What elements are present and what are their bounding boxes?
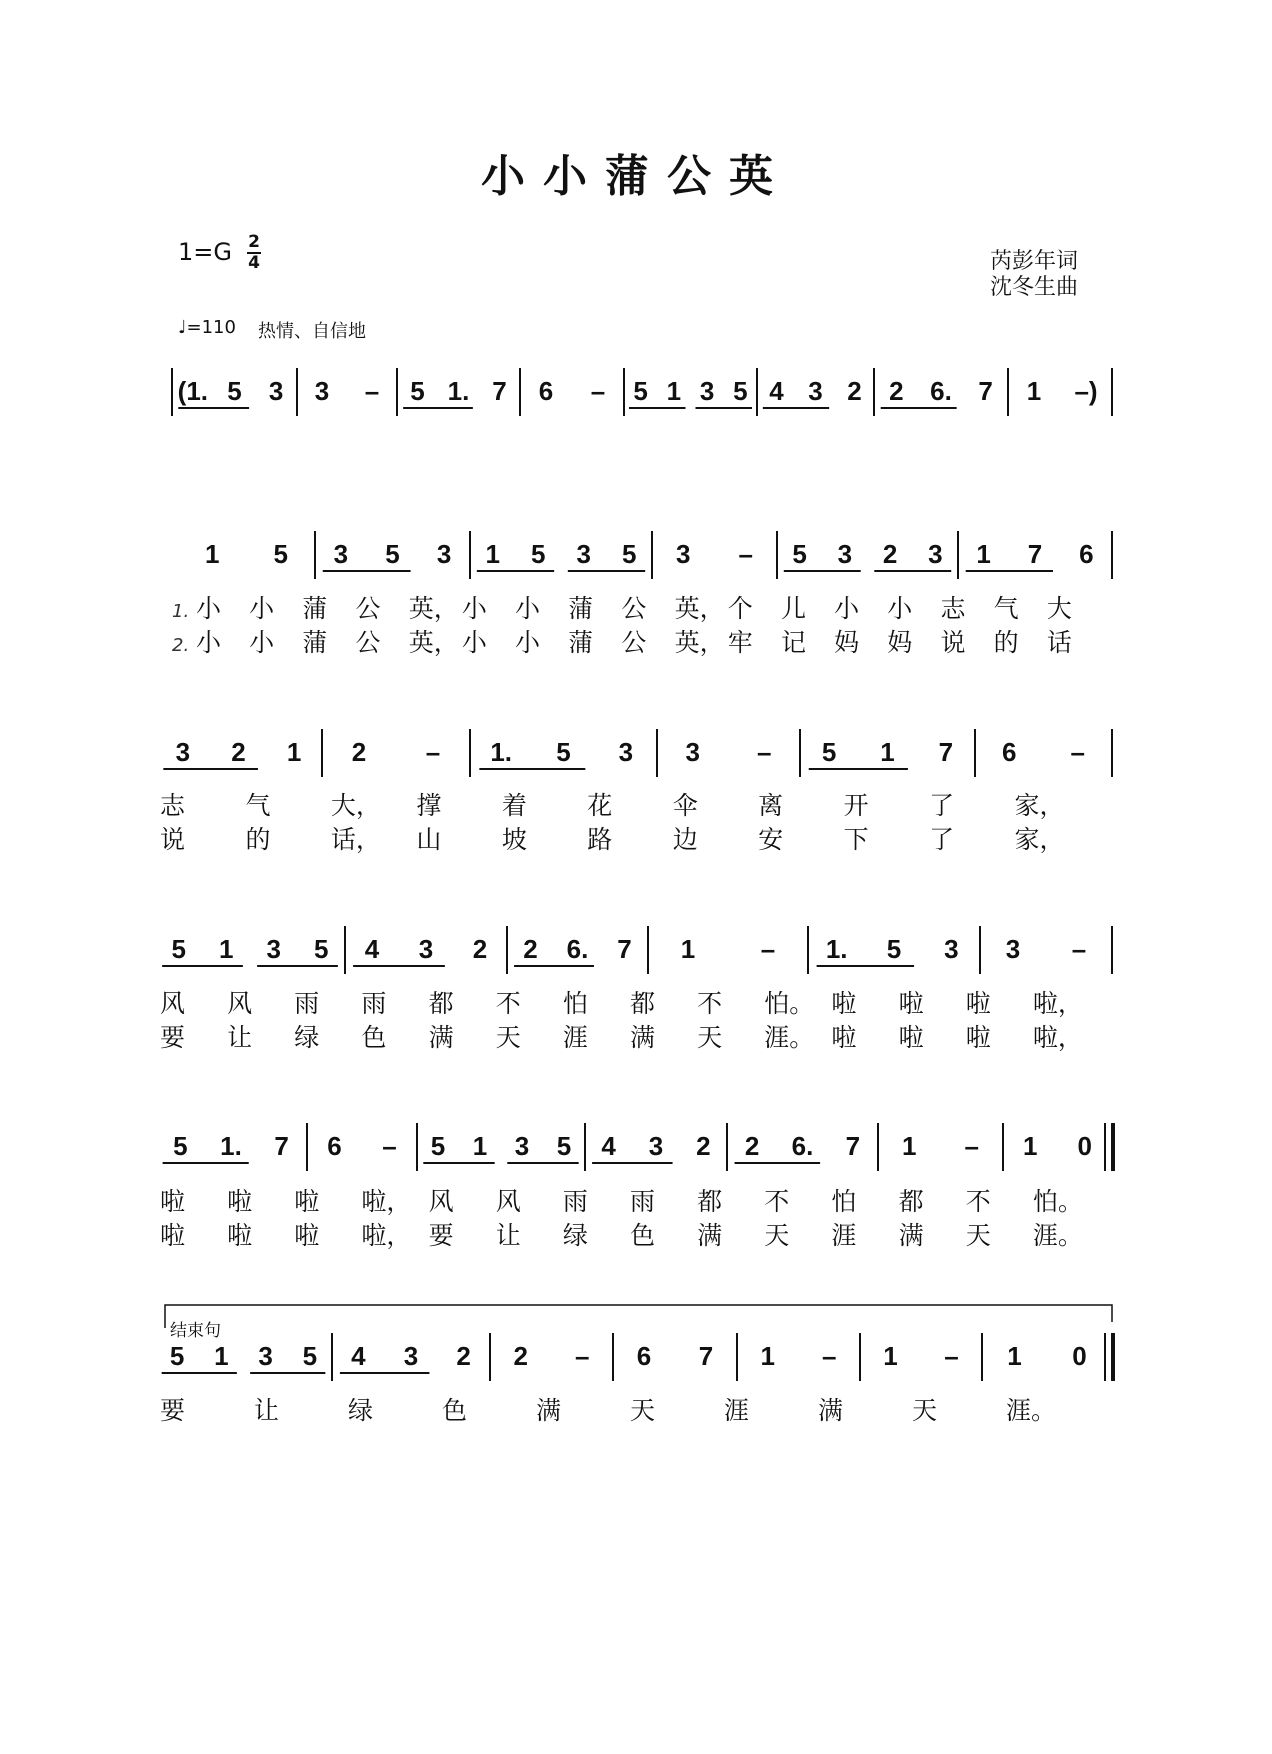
lyric-char: 怕。 [764, 989, 815, 1018]
lyric-char: 话， [330, 825, 381, 854]
lyric-char: 坡 [501, 825, 527, 854]
lyric-char: 绿 [348, 1396, 374, 1425]
note: 3 [266, 934, 281, 964]
lyric-char: 英， [674, 628, 725, 657]
note: 7 [492, 376, 507, 406]
lyric-char: 啦 [227, 1221, 253, 1250]
lyric-char: 的 [993, 628, 1019, 657]
note: 4 [351, 1341, 366, 1371]
note: 7 [617, 934, 632, 964]
lyric-char: 涯 [831, 1221, 857, 1250]
lyric-char: 不 [965, 1187, 991, 1216]
note: 3 [1005, 934, 1021, 964]
note: 5 [227, 376, 242, 406]
lyric-char: 志 [940, 594, 966, 623]
note: (1. [177, 376, 209, 406]
note: 1 [880, 737, 895, 767]
lyric-char: 雨 [361, 989, 387, 1018]
lyric-char: 满 [536, 1396, 562, 1425]
lyric-char: 记 [780, 628, 806, 657]
lyric-char: 天 [495, 1023, 521, 1052]
lyric-char: 小 [887, 594, 913, 623]
lyric-char: 啦， [361, 1221, 412, 1250]
lyric-char: 满 [428, 1023, 454, 1052]
note: – [1071, 934, 1087, 964]
lyric-char: 路 [587, 825, 613, 854]
note: 4 [601, 1131, 616, 1161]
lyric-char: 个 [727, 594, 753, 623]
note: 1 [1026, 376, 1042, 406]
note: 1 [760, 1341, 775, 1371]
note: 1 [205, 539, 220, 569]
lyric-char: 公 [355, 628, 381, 657]
lyric-char: 小 [515, 594, 541, 623]
lyric-char: 了 [929, 791, 955, 820]
note: 2 [889, 376, 904, 406]
lyric-char: 啦 [898, 989, 924, 1018]
lyric-char: 小 [196, 628, 222, 657]
lyric-char: 都 [898, 1187, 924, 1216]
note: 7 [274, 1131, 289, 1161]
lyric-char: 英， [674, 594, 725, 623]
coda-bracket [165, 1305, 1112, 1328]
note: 2 [513, 1341, 528, 1371]
lyric-char: 啦 [160, 1187, 186, 1216]
tempo-marking: ♩=110 [178, 317, 236, 338]
note: 1. [220, 1131, 242, 1161]
note: 3 [699, 376, 715, 406]
lyricist-credit: 芮彭年词 [990, 249, 1079, 274]
time-signature-bottom: 4 [248, 253, 260, 273]
note: 5 [171, 934, 186, 964]
note: 2 [696, 1131, 711, 1161]
lyric-char: 下 [843, 825, 869, 854]
lyric-char: 牢 [727, 628, 753, 657]
note: 4 [364, 934, 380, 964]
note: 1. [490, 737, 513, 767]
lyric-char: 公 [621, 594, 647, 623]
note: 5 [410, 376, 425, 406]
lyric-char: 让 [227, 1023, 253, 1052]
note: 2 [456, 1341, 471, 1371]
note: – [382, 1131, 397, 1161]
lyric-char: 公 [621, 628, 647, 657]
lyric-char: 涯。 [1032, 1221, 1083, 1250]
lyric-char: 啦 [898, 1023, 924, 1052]
note: 5 [531, 539, 546, 569]
lyric-char: 都 [630, 989, 656, 1018]
lyric-char: 开 [843, 791, 869, 820]
lyric-char: 啦 [965, 989, 991, 1018]
note: 7 [978, 376, 993, 406]
note: 2 [472, 934, 488, 964]
note: 3 [333, 539, 349, 569]
lyric-char: 说 [160, 825, 186, 854]
lyric-char: 都 [697, 1187, 723, 1216]
lyric-char: 要 [160, 1023, 186, 1052]
note: 6 [538, 376, 554, 406]
note: 1. [825, 934, 848, 964]
note: 1 [666, 376, 682, 406]
note: 2 [231, 737, 246, 767]
lyric-char: 大 [1046, 594, 1072, 623]
note: 1 [976, 539, 991, 569]
lyric-char: 蒲 [302, 628, 328, 657]
note: 3 [314, 376, 330, 406]
lyric-char: 了 [929, 825, 955, 854]
lyric-char: 儿 [780, 594, 806, 623]
key-signature: 1=G [178, 238, 232, 266]
lyric-char: 安 [758, 825, 784, 854]
lyric-char: 天 [764, 1221, 790, 1250]
lyric-char: 小 [461, 628, 487, 657]
note: 5 [169, 1341, 185, 1371]
lyric-char: 绿 [294, 1023, 320, 1052]
lyric-char: 啦 [160, 1221, 186, 1250]
lyric-char: 离 [758, 791, 784, 820]
note: 5 [302, 1341, 318, 1371]
lyric-char: 蒲 [568, 628, 594, 657]
lyric-char: 天 [965, 1221, 991, 1250]
lyric-char: 天 [912, 1396, 938, 1425]
note: 5 [633, 376, 648, 406]
note: 1 [902, 1131, 917, 1161]
lyric-char: 小 [249, 594, 275, 623]
note: 5 [314, 934, 329, 964]
lyric-char: 涯 [562, 1023, 588, 1052]
lyric-char: 啦 [831, 1023, 857, 1052]
note: 6 [1002, 737, 1017, 767]
note: 3 [676, 539, 691, 569]
note: 3 [258, 1341, 273, 1371]
note: – [822, 1341, 837, 1371]
note: 7 [938, 737, 954, 767]
note: – [964, 1131, 979, 1161]
time-signature-top: 2 [248, 232, 260, 252]
note: 5 [430, 1131, 446, 1161]
note: 3 [576, 539, 591, 569]
lyric-char: 天 [630, 1396, 656, 1425]
note: 7 [698, 1341, 714, 1371]
note: – [757, 737, 772, 767]
lyric-char: 怕 [562, 989, 588, 1018]
note: 3 [648, 1131, 664, 1161]
verse-number: 2. [172, 635, 190, 656]
lyric-char: 气 [245, 791, 271, 820]
note: 0 [1072, 1341, 1087, 1371]
note: 6. [930, 376, 952, 406]
note: 3 [618, 737, 634, 767]
lyric-char: 让 [495, 1221, 521, 1250]
lyric-char: 山 [416, 825, 442, 854]
lyric-char: 话 [1046, 628, 1072, 657]
lyric-char: 啦 [294, 1187, 320, 1216]
note: 5 [556, 737, 571, 767]
note: 3 [837, 539, 853, 569]
lyric-char: 要 [428, 1221, 454, 1250]
lyric-char: 涯。 [764, 1023, 815, 1052]
lyric-char: 啦 [227, 1187, 253, 1216]
note: 1 [485, 539, 500, 569]
note: – [1070, 737, 1085, 767]
lyric-char: 满 [630, 1023, 656, 1052]
note: – [590, 376, 606, 406]
note: 1 [1023, 1131, 1038, 1161]
note: 3 [175, 737, 191, 767]
lyric-char: 怕。 [1032, 1187, 1083, 1216]
note: 7 [1027, 539, 1043, 569]
lyric-char: 家， [1014, 791, 1065, 820]
note: 5 [556, 1131, 572, 1161]
note: 6. [791, 1131, 814, 1161]
lyric-char: 啦 [831, 989, 857, 1018]
lyric-char: 满 [697, 1221, 723, 1250]
lyric-char: 啦， [1032, 1023, 1083, 1052]
note: 5 [792, 539, 807, 569]
note: 1. [447, 376, 470, 406]
lyric-char: 绿 [562, 1221, 588, 1250]
note: 1 [214, 1341, 229, 1371]
lyric-char: 都 [428, 989, 454, 1018]
lyric-char: 大， [330, 791, 381, 820]
note: 5 [886, 934, 902, 964]
verse-number: 1. [172, 601, 190, 622]
note: – [944, 1341, 959, 1371]
note: 3 [268, 376, 284, 406]
note: – [575, 1341, 590, 1371]
note: 4 [769, 376, 784, 406]
note: 2 [744, 1131, 760, 1161]
lyric-char: 满 [898, 1221, 924, 1250]
lyric-char: 小 [834, 594, 860, 623]
lyric-char: 妈 [834, 628, 860, 657]
lyric-char: 不 [764, 1187, 790, 1216]
lyric-char: 啦， [361, 1187, 412, 1216]
lyric-char: 不 [697, 989, 723, 1018]
note: 5 [622, 539, 637, 569]
lyric-char: 风 [428, 1187, 454, 1216]
lyric-char: 志 [160, 791, 186, 820]
lyric-char: 小 [461, 594, 487, 623]
lyric-char: 小 [515, 628, 541, 657]
lyric-char: 啦， [1032, 989, 1083, 1018]
lyric-char: 蒲 [302, 594, 328, 623]
lyric-char: 色 [630, 1221, 656, 1250]
lyric-char: 妈 [887, 628, 913, 657]
lyric-char: 风 [160, 989, 186, 1018]
note: 3 [808, 376, 823, 406]
lyric-char: 花 [587, 791, 613, 820]
lyric-char: 伞 [672, 791, 698, 820]
note: 1 [286, 737, 302, 767]
lyric-char: 雨 [562, 1187, 588, 1216]
note: 1 [883, 1341, 898, 1371]
note: –) [1074, 376, 1098, 406]
lyric-char: 色 [361, 1023, 387, 1052]
lyric-char: 着 [501, 791, 527, 820]
lyric-char: 边 [672, 825, 698, 854]
note: – [760, 934, 776, 964]
lyric-char: 天 [697, 1023, 723, 1052]
lyric-char: 的 [245, 825, 271, 854]
note: 3 [514, 1131, 530, 1161]
note: 5 [821, 737, 837, 767]
lyric-char: 英， [408, 628, 459, 657]
note: 1 [219, 934, 234, 964]
lyric-char: 啦 [965, 1023, 991, 1052]
note: – [364, 376, 380, 406]
lyric-char: 涯 [724, 1396, 750, 1425]
note: 0 [1077, 1131, 1092, 1161]
lyric-char: 气 [993, 594, 1019, 623]
lyric-char: 英， [408, 594, 459, 623]
lyric-char: 小 [196, 594, 222, 623]
lyric-char: 涯。 [1006, 1396, 1057, 1425]
lyric-char: 蒲 [568, 594, 594, 623]
lyric-char: 雨 [630, 1187, 656, 1216]
note: – [738, 539, 753, 569]
song-title: 小小蒲公英 [481, 151, 791, 202]
note: 6. [566, 934, 589, 964]
lyric-char: 让 [254, 1396, 280, 1425]
note: 1 [1007, 1341, 1022, 1371]
note: 2 [523, 934, 538, 964]
note: 2 [351, 737, 367, 767]
note: 1 [472, 1131, 488, 1161]
lyric-char: 要 [160, 1396, 186, 1425]
note: 6 [1079, 539, 1094, 569]
coda-label: 结束句 [170, 1321, 221, 1341]
note: 3 [685, 737, 700, 767]
lyric-char: 公 [355, 594, 381, 623]
lyric-char: 色 [442, 1396, 468, 1425]
lyric-char: 满 [818, 1396, 844, 1425]
lyric-char: 怕 [831, 1187, 857, 1216]
lyric-char: 家， [1014, 825, 1065, 854]
lyric-char: 小 [249, 628, 275, 657]
note: 6 [636, 1341, 652, 1371]
note: 3 [403, 1341, 419, 1371]
note: 5 [273, 539, 288, 569]
note: 5 [385, 539, 400, 569]
note: 1 [680, 934, 696, 964]
note: 5 [733, 376, 748, 406]
note: 3 [944, 934, 959, 964]
lyric-char: 雨 [294, 989, 320, 1018]
lyric-char: 风 [495, 1187, 521, 1216]
expression-marking: 热情、自信地 [258, 321, 366, 342]
lyric-char: 说 [940, 628, 966, 657]
lyric-char: 不 [495, 989, 521, 1018]
note: 3 [418, 934, 434, 964]
lyric-char: 啦 [294, 1221, 320, 1250]
note: 2 [847, 376, 862, 406]
lyric-char: 撑 [416, 791, 442, 820]
note: 2 [882, 539, 898, 569]
lyric-char: 风 [227, 989, 253, 1018]
note: 3 [928, 539, 943, 569]
note: – [425, 737, 441, 767]
note: 6 [327, 1131, 342, 1161]
note: 7 [845, 1131, 861, 1161]
note: 3 [436, 539, 452, 569]
note: 5 [173, 1131, 188, 1161]
composer-credit: 沈冬生曲 [990, 275, 1079, 300]
